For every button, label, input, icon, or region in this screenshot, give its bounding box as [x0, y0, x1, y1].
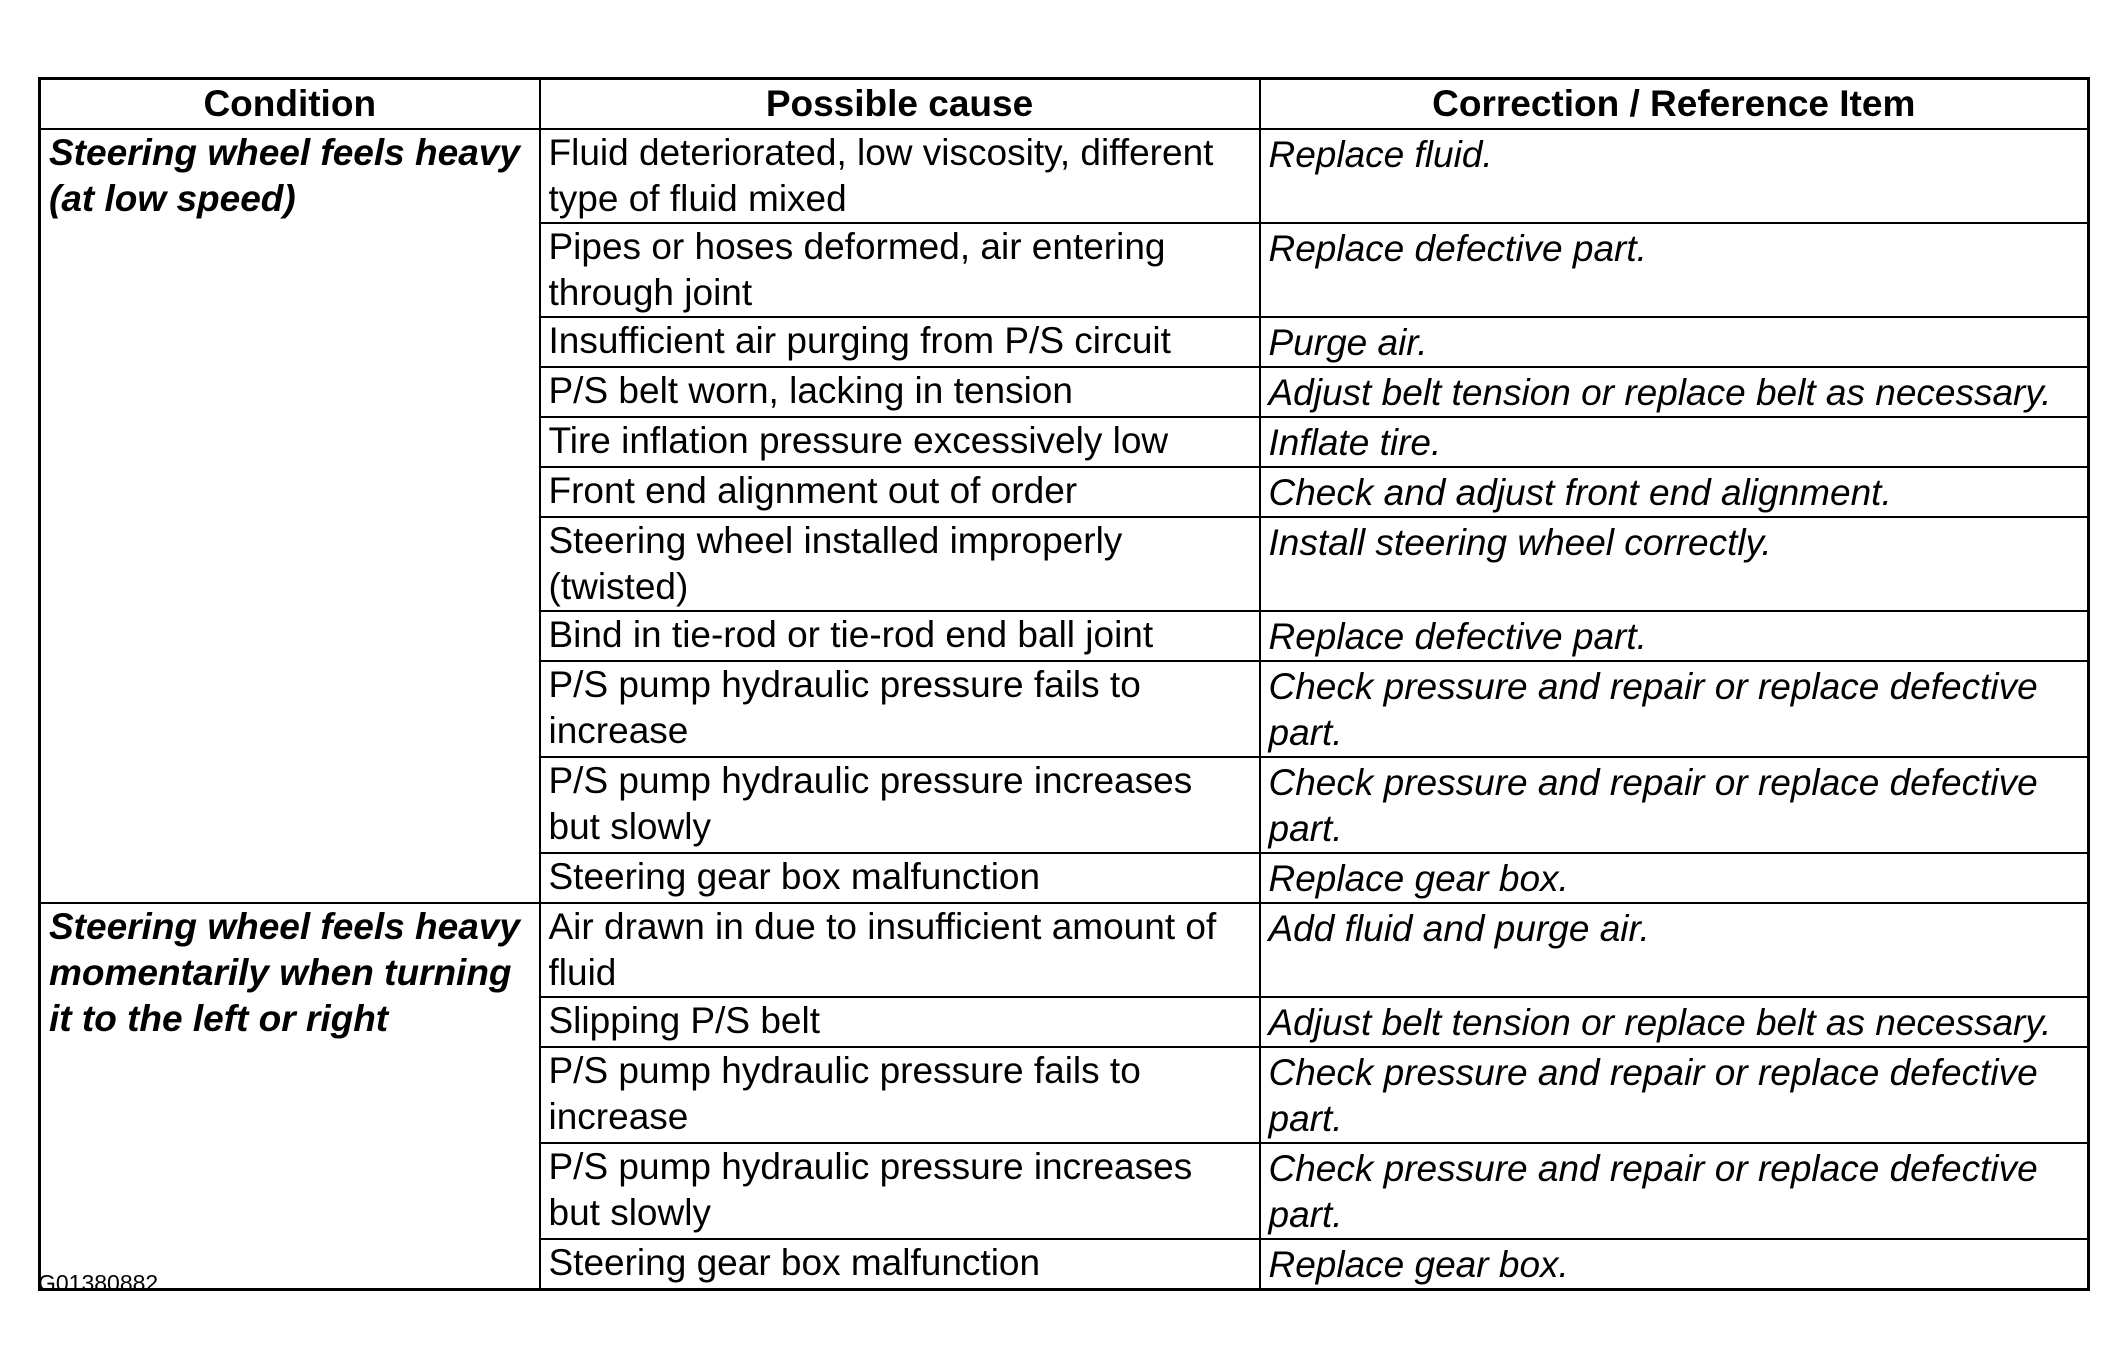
correction-cell: Check pressure and repair or replace defective part. [1260, 1143, 2089, 1239]
correction-cell: Adjust belt tension or replace belt as necessary. [1260, 367, 2089, 417]
correction-cell: Purge air. [1260, 317, 2089, 367]
possible-cause-cell: Bind in tie-rod or tie-rod end ball joint [540, 611, 1260, 661]
correction-cell: Inflate tire. [1260, 417, 2089, 467]
correction-cell: Replace gear box. [1260, 1239, 2089, 1290]
possible-cause-cell: Pipes or hoses deformed, air entering through joint [540, 223, 1260, 317]
possible-cause-cell: Tire inflation pressure excessively low [540, 417, 1260, 467]
header-possible-cause: Possible cause [540, 79, 1260, 130]
correction-cell: Adjust belt tension or replace belt as necessary. [1260, 997, 2089, 1047]
possible-cause-cell: Slipping P/S belt [540, 997, 1260, 1047]
possible-cause-cell: Steering gear box malfunction [540, 853, 1260, 903]
correction-cell: Install steering wheel correctly. [1260, 517, 2089, 611]
condition-cell: Steering wheel feels heavy (at low speed) [40, 129, 540, 903]
condition-cell: Steering wheel feels heavy momentarily when turning it to the left or right [40, 903, 540, 1290]
possible-cause-cell: Steering gear box malfunction [540, 1239, 1260, 1290]
correction-cell: Check and adjust front end alignment. [1260, 467, 2089, 517]
troubleshooting-table [38, 77, 2090, 1291]
correction-cell: Replace defective part. [1260, 223, 2089, 317]
correction-cell: Replace fluid. [1260, 129, 2089, 223]
correction-cell: Add fluid and purge air. [1260, 903, 2089, 997]
correction-cell: Check pressure and repair or replace defective part. [1260, 757, 2089, 853]
correction-cell: Check pressure and repair or replace defective part. [1260, 661, 2089, 757]
header-correction: Correction / Reference Item [1260, 79, 2089, 130]
possible-cause-cell: P/S belt worn, lacking in tension [540, 367, 1260, 417]
possible-cause-cell: P/S pump hydraulic pressure increases but slowly [540, 1143, 1260, 1239]
possible-cause-cell: Front end alignment out of order [540, 467, 1260, 517]
possible-cause-cell: Steering wheel installed improperly (twisted) [540, 517, 1260, 611]
table-body [40, 129, 2089, 1290]
possible-cause-cell: Fluid deteriorated, low viscosity, different type of fluid mixed [540, 129, 1260, 223]
possible-cause-cell: Air drawn in due to insufficient amount of fluid [540, 903, 1260, 997]
possible-cause-cell: P/S pump hydraulic pressure increases but slowly [540, 757, 1260, 853]
correction-cell: Replace defective part. [1260, 611, 2089, 661]
correction-cell: Check pressure and repair or replace defective part. [1260, 1047, 2089, 1143]
header-condition: Condition [40, 79, 540, 130]
table-row [40, 903, 2089, 997]
figure-id: G01380882 [38, 1270, 159, 1296]
possible-cause-cell: Insufficient air purging from P/S circuit [540, 317, 1260, 367]
correction-cell: Replace gear box. [1260, 853, 2089, 903]
header-row [40, 79, 2089, 130]
possible-cause-cell: P/S pump hydraulic pressure fails to increase [540, 661, 1260, 757]
table-row [40, 129, 2089, 223]
possible-cause-cell: P/S pump hydraulic pressure fails to increase [540, 1047, 1260, 1143]
